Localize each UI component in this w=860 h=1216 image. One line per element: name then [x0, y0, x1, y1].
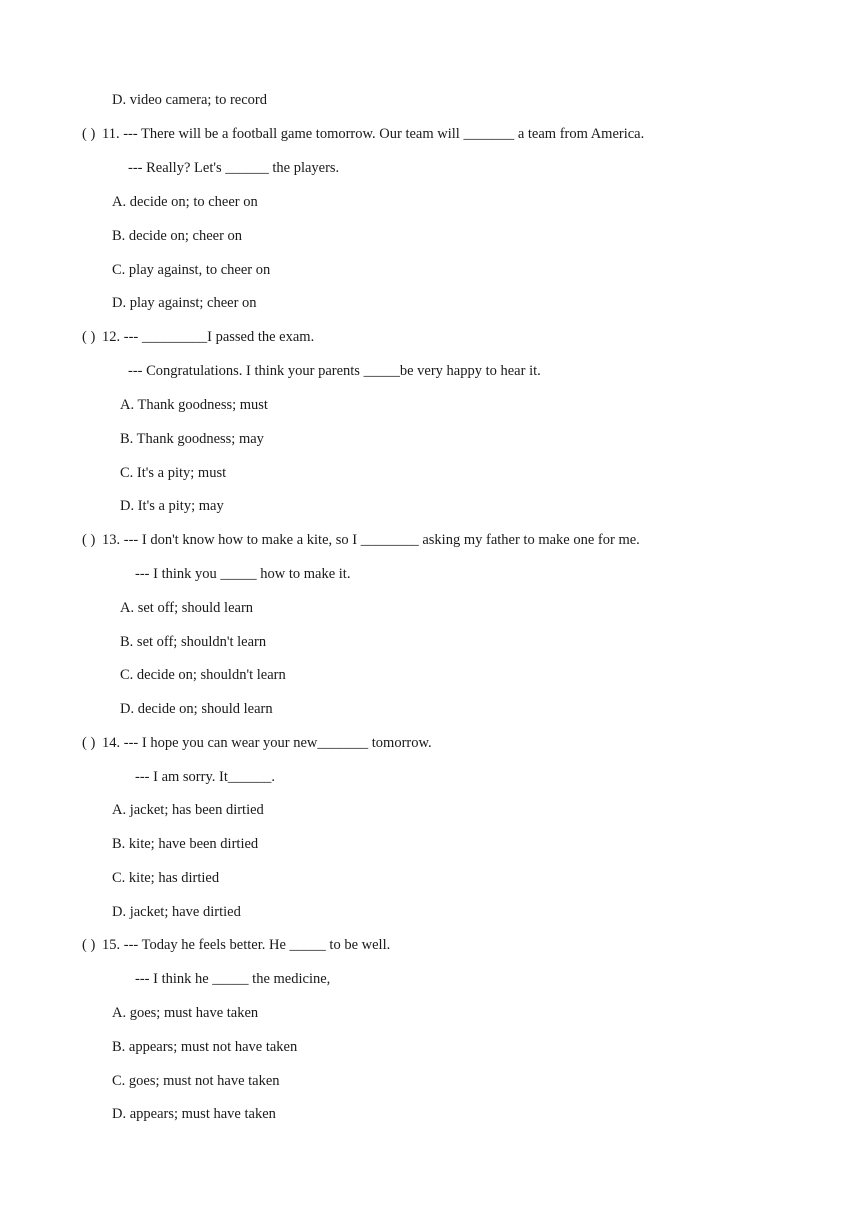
- option-b: B. kite; have been dirtied: [112, 836, 259, 852]
- option-d: D. appears; must have taken: [112, 1106, 276, 1122]
- option-c: C. goes; must not have taken: [112, 1073, 280, 1089]
- answer-bracket[interactable]: ( ): [82, 735, 96, 751]
- question-stem: 15. --- Today he feels better. He _____ to be well.: [102, 937, 391, 953]
- option-c: C. kite; has dirtied: [112, 870, 220, 886]
- option-a: A. Thank goodness; must: [120, 397, 268, 413]
- option-a: A. jacket; has been dirtied: [112, 802, 264, 818]
- option-d: D. jacket; have dirtied: [112, 904, 241, 920]
- question-reply: --- Congratulations. I think your parents _____be very happy to hear it.: [128, 363, 541, 379]
- question-stem: 11. --- There will be a football game tomorrow. Our team will _______ a team from America.: [102, 126, 645, 142]
- option-d-prev: D. video camera; to record: [112, 92, 267, 108]
- option-b: B. decide on; cheer on: [112, 228, 243, 244]
- option-b: B. set off; shouldn't learn: [120, 634, 267, 650]
- option-d: D. decide on; should learn: [120, 701, 273, 717]
- option-c: C. decide on; shouldn't learn: [120, 667, 286, 683]
- question-reply: --- I am sorry. It______.: [135, 769, 275, 785]
- option-b: B. appears; must not have taken: [112, 1039, 298, 1055]
- question-stem: 14. --- I hope you can wear your new_______ tomorrow.: [102, 735, 432, 751]
- question-stem: 12. --- _________I passed the exam.: [102, 329, 315, 345]
- option-a: A. set off; should learn: [120, 600, 254, 616]
- answer-bracket[interactable]: ( ): [82, 126, 96, 142]
- question-reply: --- I think he _____ the medicine,: [135, 971, 331, 987]
- answer-bracket[interactable]: ( ): [82, 937, 96, 953]
- answer-bracket[interactable]: ( ): [82, 329, 96, 345]
- option-c: C. play against, to cheer on: [112, 262, 271, 278]
- question-reply: --- I think you _____ how to make it.: [135, 566, 351, 582]
- option-d: D. play against; cheer on: [112, 295, 257, 311]
- option-d: D. It's a pity; may: [120, 498, 224, 514]
- question-reply: --- Really? Let's ______ the players.: [128, 160, 340, 176]
- option-c: C. It's a pity; must: [120, 465, 227, 481]
- option-a: A. goes; must have taken: [112, 1005, 259, 1021]
- option-b: B. Thank goodness; may: [120, 431, 264, 447]
- option-a: A. decide on; to cheer on: [112, 194, 258, 210]
- question-stem: 13. --- I don't know how to make a kite, so I ________ asking my father to make one for me.: [102, 532, 640, 548]
- answer-bracket[interactable]: ( ): [82, 532, 96, 548]
